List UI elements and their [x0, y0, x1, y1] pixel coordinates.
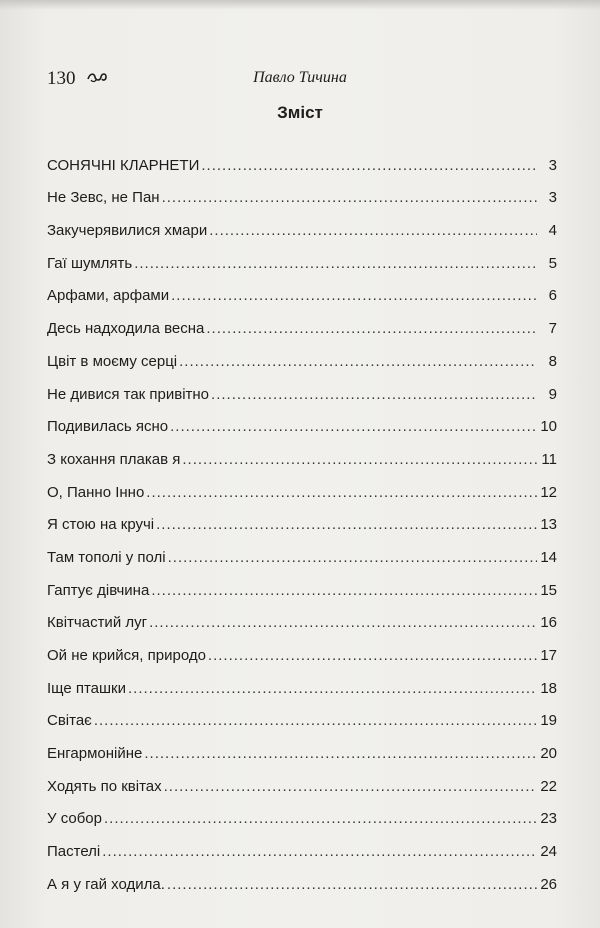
toc-entry-page: 18 — [540, 679, 557, 697]
toc-dot-leader — [104, 810, 537, 828]
toc-dot-leader — [167, 876, 537, 894]
toc-entry-title: Енгармонійне — [47, 745, 143, 763]
toc-dot-leader — [211, 386, 537, 404]
toc-title: Зміст — [277, 103, 323, 122]
toc-entry-title: Закучерявилися хмари — [47, 222, 208, 240]
page-number: 130 — [47, 68, 76, 89]
toc-entry — [47, 796, 557, 829]
toc-entry — [47, 273, 557, 306]
toc-dot-leader — [102, 843, 537, 861]
toc-entry — [47, 600, 557, 633]
toc-dot-leader — [168, 549, 537, 567]
toc-dot-leader — [201, 157, 537, 175]
toc-entry-page: 20 — [540, 745, 557, 763]
toc-entry-title: Світає — [47, 712, 92, 730]
toc-entry — [47, 665, 557, 698]
toc-entry-title: Десь надходила весна — [47, 320, 205, 338]
toc-entry-title: О, Панно Інно — [47, 483, 145, 501]
toc-entry-page: 8 — [548, 352, 557, 370]
toc-dot-leader — [162, 189, 537, 207]
toc-entry-title: А я у гай ходила. — [47, 875, 165, 893]
toc-dot-leader — [164, 778, 537, 796]
toc-entry-page: 26 — [540, 875, 557, 893]
toc-entry-page: 10 — [540, 418, 557, 436]
toc-entry-title: Арфами, арфами — [47, 287, 170, 305]
toc-entry — [47, 305, 557, 338]
toc-dot-leader — [209, 222, 537, 240]
toc-entry — [47, 436, 557, 469]
toc-entry-title: Не дивися так привітно — [47, 385, 210, 403]
toc-entry-title: Квітчастий луг — [47, 614, 148, 632]
toc-entry-page: 22 — [540, 777, 557, 795]
toc-entry — [47, 730, 557, 763]
toc-dot-leader — [134, 255, 537, 273]
toc-entry — [47, 632, 557, 665]
toc-entry — [47, 404, 557, 437]
toc-entry-title: Цвіт в моєму серці — [47, 352, 178, 370]
toc-entry — [47, 338, 557, 371]
toc-dot-leader — [208, 647, 537, 665]
toc-dot-leader — [144, 745, 537, 763]
toc-entry-page: 3 — [548, 189, 557, 207]
toc-entry-page: 19 — [540, 712, 557, 730]
toc-entry — [47, 175, 557, 208]
toc-entry — [47, 502, 557, 535]
table-of-contents — [47, 142, 557, 894]
toc-entry-page: 9 — [548, 385, 557, 403]
toc-dot-leader — [182, 451, 537, 469]
toc-entry-title: Іще пташки — [47, 679, 126, 697]
running-head-author: Павло Тичина — [253, 69, 347, 86]
toc-entry-page: 24 — [540, 843, 557, 861]
toc-entry-title: У собор — [47, 810, 102, 828]
toc-entry — [47, 240, 557, 273]
toc-entry-title: З кохання плакав я — [47, 450, 181, 468]
toc-entry — [47, 763, 557, 796]
toc-entry — [47, 371, 557, 404]
toc-entry-title: Гаптує дівчина — [47, 581, 150, 599]
toc-entry-page: 13 — [540, 516, 557, 534]
toc-entry — [47, 567, 557, 600]
toc-dot-leader — [171, 287, 537, 305]
toc-entry-page: 23 — [540, 810, 557, 828]
toc-entry-page: 5 — [548, 254, 557, 272]
toc-entry-title: Гаї шумлять — [47, 254, 133, 272]
toc-entry — [47, 828, 557, 861]
toc-entry — [47, 698, 557, 731]
toc-entry-page: 7 — [548, 320, 557, 338]
toc-entry-page: 16 — [540, 614, 557, 632]
toc-entry-page: 17 — [540, 647, 557, 664]
toc-entry-page: 6 — [548, 287, 557, 305]
toc-entry-title: Ходять по квітах — [47, 777, 162, 795]
toc-entry-title: Там тополі у полі — [47, 548, 166, 566]
toc-entry-page: 11 — [541, 450, 557, 468]
toc-entry-title: Я стою на кручі — [47, 516, 155, 534]
toc-entry-title: Ой не крийся, природо — [47, 647, 206, 664]
toc-entry-page: 3 — [548, 156, 557, 174]
toc-dot-leader — [156, 516, 537, 534]
toc-entry-title: Не Зевс, не Пан — [47, 189, 160, 207]
toc-dot-leader — [128, 680, 537, 698]
toc-entry — [47, 469, 557, 502]
toc-dot-leader — [146, 484, 537, 502]
toc-dot-leader — [206, 320, 537, 338]
toc-entry-page: 15 — [540, 581, 557, 599]
toc-dot-leader — [149, 614, 537, 632]
toc-entry — [47, 534, 557, 567]
toc-entry-title: СОНЯЧНІ КЛАРНЕТИ — [47, 156, 200, 174]
toc-entry-title: Подивилась ясно — [47, 418, 169, 436]
toc-entry-page: 12 — [540, 483, 557, 501]
toc-dot-leader — [170, 418, 537, 436]
toc-entry — [47, 142, 557, 175]
toc-dot-leader — [94, 712, 537, 730]
toc-entry — [47, 861, 557, 894]
page-edge-shadow — [0, 0, 600, 10]
toc-dot-leader — [179, 353, 537, 371]
toc-entry — [47, 207, 557, 240]
toc-entry-title: Пастелі — [47, 843, 101, 861]
toc-entry-page: 4 — [548, 222, 557, 240]
toc-entry-page: 14 — [540, 548, 557, 566]
toc-dot-leader — [151, 582, 537, 600]
